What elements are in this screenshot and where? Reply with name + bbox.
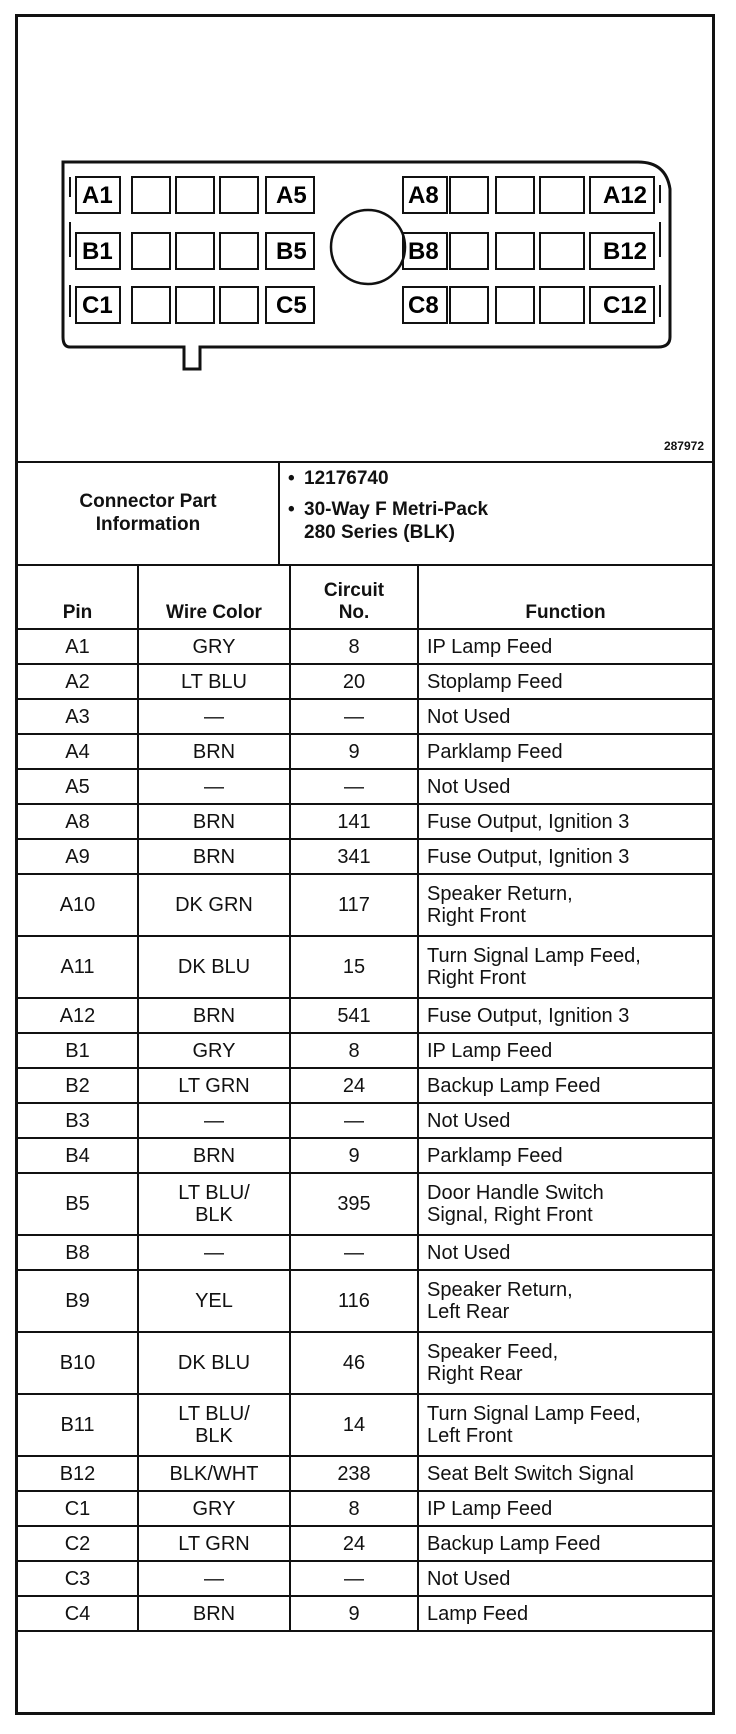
cell-circuit: 20 xyxy=(290,664,418,699)
cell-pin: B8 xyxy=(18,1235,138,1270)
cell-wire-color: LT GRN xyxy=(138,1526,290,1561)
table-row xyxy=(18,1394,712,1456)
cell-wire-color: DK BLU xyxy=(138,1332,290,1394)
cell-circuit: 395 xyxy=(290,1173,418,1235)
cavity xyxy=(176,233,214,269)
cell-pin: B5 xyxy=(18,1173,138,1235)
table-row xyxy=(18,839,712,874)
cell-pin: A1 xyxy=(18,629,138,664)
cell-function: Not Used xyxy=(418,1235,712,1270)
cell-circuit: 24 xyxy=(290,1068,418,1103)
table-row xyxy=(18,769,712,804)
cell-pin: B2 xyxy=(18,1068,138,1103)
cavity xyxy=(540,177,584,213)
cavity-label: B12 xyxy=(603,238,648,265)
cell-circuit: 341 xyxy=(290,839,418,874)
cell-function: Backup Lamp Feed xyxy=(418,1526,712,1561)
cavity xyxy=(496,177,534,213)
table-row xyxy=(18,1332,712,1394)
cell-function: IP Lamp Feed xyxy=(418,629,712,664)
part-number: • 12176740 xyxy=(280,467,700,490)
header-circuit-no: Circuit No. xyxy=(290,564,418,629)
connector-part-info xyxy=(18,461,712,566)
cell-circuit: 15 xyxy=(290,936,418,998)
cell-pin: A3 xyxy=(18,699,138,734)
cavity xyxy=(496,233,534,269)
cell-circuit: 9 xyxy=(290,734,418,769)
cavity-label: A8 xyxy=(408,182,439,209)
cell-function: IP Lamp Feed xyxy=(418,1033,712,1068)
part-description xyxy=(280,498,700,544)
table-row xyxy=(18,1173,712,1235)
cell-pin: C2 xyxy=(18,1526,138,1561)
cell-wire-color: — xyxy=(138,1235,290,1270)
table-row xyxy=(18,1270,712,1332)
table-header-row xyxy=(18,564,712,629)
cell-wire-color: — xyxy=(138,1103,290,1138)
cell-wire-color: LT GRN xyxy=(138,1068,290,1103)
cell-wire-color: LT BLU xyxy=(138,664,290,699)
table-row xyxy=(18,1138,712,1173)
cell-wire-color: — xyxy=(138,1561,290,1596)
cell-pin: B3 xyxy=(18,1103,138,1138)
table-row xyxy=(18,1103,712,1138)
cavity xyxy=(496,287,534,323)
table-row xyxy=(18,874,712,936)
cavity-label: A1 xyxy=(82,182,113,209)
cell-circuit: 9 xyxy=(290,1138,418,1173)
cell-function: Door Handle Switch Signal, Right Front xyxy=(418,1173,712,1235)
cavity-label: B1 xyxy=(82,238,113,265)
cavity-label: A5 xyxy=(276,182,307,209)
cell-wire-color: GRY xyxy=(138,1491,290,1526)
cavity xyxy=(132,287,170,323)
cavity-label: B8 xyxy=(408,238,439,265)
cell-pin: A4 xyxy=(18,734,138,769)
cell-pin: A11 xyxy=(18,936,138,998)
cavity xyxy=(132,233,170,269)
cell-function: Parklamp Feed xyxy=(418,1138,712,1173)
table-row xyxy=(18,1526,712,1561)
cell-function: Lamp Feed xyxy=(418,1596,712,1631)
figure-id: 287972 xyxy=(663,439,704,453)
cell-pin: B9 xyxy=(18,1270,138,1332)
table-row xyxy=(18,1235,712,1270)
cell-wire-color: — xyxy=(138,699,290,734)
cell-function: Not Used xyxy=(418,769,712,804)
cell-wire-color: BRN xyxy=(138,1138,290,1173)
table-row xyxy=(18,1456,712,1491)
cavity xyxy=(220,287,258,323)
cell-function: Fuse Output, Ignition 3 xyxy=(418,804,712,839)
table-row xyxy=(18,1033,712,1068)
cell-pin: A2 xyxy=(18,664,138,699)
table-row xyxy=(18,664,712,699)
pinout-table xyxy=(18,564,712,1632)
cell-pin: B12 xyxy=(18,1456,138,1491)
cell-pin: C3 xyxy=(18,1561,138,1596)
table-row xyxy=(18,734,712,769)
cavity-label: A12 xyxy=(603,182,648,209)
cell-pin: A9 xyxy=(18,839,138,874)
cell-wire-color: YEL xyxy=(138,1270,290,1332)
connector-diagram xyxy=(18,17,712,463)
cell-wire-color: GRY xyxy=(138,1033,290,1068)
cell-wire-color: BRN xyxy=(138,734,290,769)
cavity-label: C12 xyxy=(603,292,648,319)
cell-pin: C4 xyxy=(18,1596,138,1631)
part-info-label: Connector Part Information xyxy=(79,490,217,535)
part-info-details xyxy=(280,467,700,552)
cell-wire-color: LT BLU/ BLK xyxy=(138,1394,290,1456)
cell-wire-color: DK BLU xyxy=(138,936,290,998)
cell-function: Not Used xyxy=(418,699,712,734)
cell-pin: B4 xyxy=(18,1138,138,1173)
cavity xyxy=(176,177,214,213)
cell-circuit: — xyxy=(290,699,418,734)
cell-wire-color: LT BLU/ BLK xyxy=(138,1173,290,1235)
cell-function: Speaker Return, Right Front xyxy=(418,874,712,936)
part-description-line-2: 280 Series (BLK) xyxy=(304,522,456,543)
cell-circuit: 8 xyxy=(290,1491,418,1526)
cavity xyxy=(450,233,488,269)
part-info-label-cell xyxy=(18,461,280,564)
table-row xyxy=(18,629,712,664)
part-description-line-1: • 30-Way F Metri-Pack xyxy=(304,499,489,520)
cell-pin: A5 xyxy=(18,769,138,804)
cell-pin: B1 xyxy=(18,1033,138,1068)
header-function: Function xyxy=(418,564,712,629)
table-row xyxy=(18,936,712,998)
cell-wire-color: BRN xyxy=(138,804,290,839)
cell-pin: A10 xyxy=(18,874,138,936)
cavity xyxy=(220,177,258,213)
cell-pin: A12 xyxy=(18,998,138,1033)
cell-function: Fuse Output, Ignition 3 xyxy=(418,839,712,874)
cell-wire-color: BRN xyxy=(138,1596,290,1631)
cell-pin: C1 xyxy=(18,1491,138,1526)
table-row xyxy=(18,804,712,839)
cell-circuit: — xyxy=(290,769,418,804)
table-row xyxy=(18,1596,712,1631)
cell-circuit: — xyxy=(290,1235,418,1270)
cavity xyxy=(450,177,488,213)
cell-function: Not Used xyxy=(418,1561,712,1596)
locator-circle xyxy=(331,210,405,284)
cell-circuit: 141 xyxy=(290,804,418,839)
cell-circuit: 116 xyxy=(290,1270,418,1332)
cell-function: Speaker Feed, Right Rear xyxy=(418,1332,712,1394)
cavity xyxy=(540,287,584,323)
cavity xyxy=(540,233,584,269)
cell-circuit: 24 xyxy=(290,1526,418,1561)
table-row xyxy=(18,1561,712,1596)
cell-function: Parklamp Feed xyxy=(418,734,712,769)
cell-circuit: 46 xyxy=(290,1332,418,1394)
table-row xyxy=(18,699,712,734)
cell-wire-color: BRN xyxy=(138,998,290,1033)
cell-circuit: — xyxy=(290,1561,418,1596)
header-pin: Pin xyxy=(18,564,138,629)
cavity xyxy=(132,177,170,213)
cell-wire-color: BLK/WHT xyxy=(138,1456,290,1491)
cavity xyxy=(176,287,214,323)
cell-circuit: 8 xyxy=(290,1033,418,1068)
cell-circuit: — xyxy=(290,1103,418,1138)
cell-circuit: 14 xyxy=(290,1394,418,1456)
table-row xyxy=(18,1068,712,1103)
cell-circuit: 9 xyxy=(290,1596,418,1631)
cell-function: Fuse Output, Ignition 3 xyxy=(418,998,712,1033)
header-wire-color: Wire Color xyxy=(138,564,290,629)
cell-function: Not Used xyxy=(418,1103,712,1138)
cell-function: IP Lamp Feed xyxy=(418,1491,712,1526)
cell-circuit: 117 xyxy=(290,874,418,936)
pinout-sheet xyxy=(15,14,715,1715)
cell-pin: A8 xyxy=(18,804,138,839)
cell-wire-color: — xyxy=(138,769,290,804)
connector-outline xyxy=(63,162,670,369)
cavity-label: C8 xyxy=(408,292,439,319)
cell-function: Turn Signal Lamp Feed, Left Front xyxy=(418,1394,712,1456)
cell-circuit: 541 xyxy=(290,998,418,1033)
cavity xyxy=(450,287,488,323)
cell-function: Backup Lamp Feed xyxy=(418,1068,712,1103)
cell-function: Speaker Return, Left Rear xyxy=(418,1270,712,1332)
cell-function: Seat Belt Switch Signal xyxy=(418,1456,712,1491)
cell-pin: B10 xyxy=(18,1332,138,1394)
table-body xyxy=(18,629,712,1631)
cell-circuit: 8 xyxy=(290,629,418,664)
cell-wire-color: DK GRN xyxy=(138,874,290,936)
cavity-label: C1 xyxy=(82,292,113,319)
cell-function: Stoplamp Feed xyxy=(418,664,712,699)
cavity xyxy=(220,233,258,269)
cell-wire-color: BRN xyxy=(138,839,290,874)
connector-face-drawing xyxy=(18,17,712,461)
cell-pin: B11 xyxy=(18,1394,138,1456)
table-row xyxy=(18,998,712,1033)
cell-wire-color: GRY xyxy=(138,629,290,664)
table-row xyxy=(18,1491,712,1526)
cavity-label: B5 xyxy=(276,238,307,265)
cavity-label: C5 xyxy=(276,292,307,319)
cell-circuit: 238 xyxy=(290,1456,418,1491)
cell-function: Turn Signal Lamp Feed, Right Front xyxy=(418,936,712,998)
